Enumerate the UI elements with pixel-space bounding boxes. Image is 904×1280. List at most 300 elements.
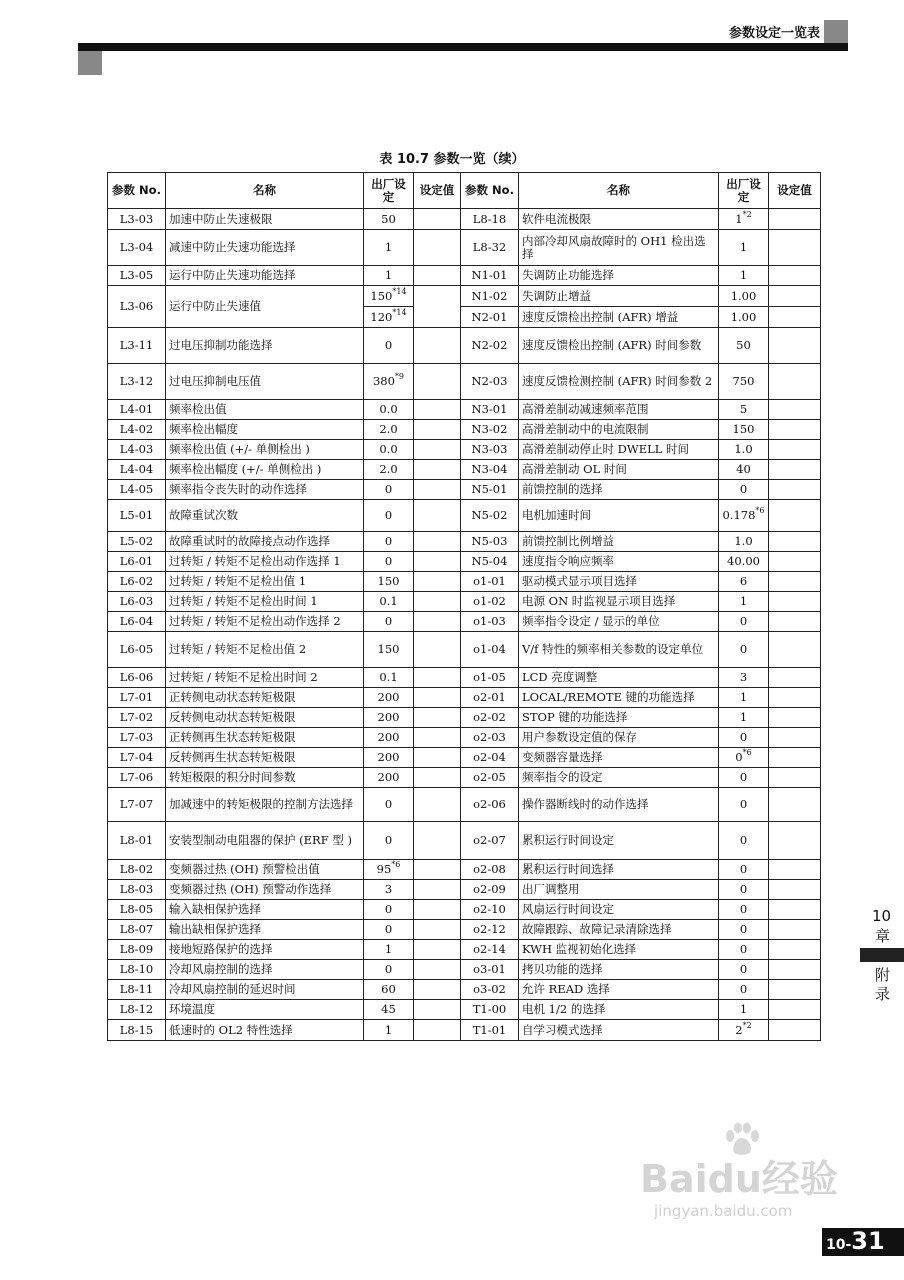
factory-value: 0	[739, 797, 748, 811]
factory-setting-cell	[364, 480, 414, 500]
table-row	[108, 592, 821, 612]
factory-setting-cell	[719, 552, 769, 572]
setting-value-cell	[769, 668, 821, 688]
setting-value-cell	[414, 420, 461, 440]
table-row	[108, 708, 821, 728]
param-name: LCD 亮度调整	[519, 668, 719, 688]
param-no: L5-01	[108, 500, 166, 532]
header-name-right: 名称	[519, 173, 719, 209]
factory-value: 1	[739, 1002, 748, 1016]
factory-value: 0	[739, 982, 748, 996]
factory-value: 0	[739, 482, 748, 496]
param-name: 过转矩 / 转矩不足检出时间 2	[166, 668, 364, 688]
factory-value: 0	[384, 922, 393, 936]
setting-value-cell	[769, 728, 821, 748]
factory-value: 0	[384, 962, 393, 976]
setting-value-cell	[769, 307, 821, 328]
footnote-mark: *14	[392, 307, 407, 317]
factory-setting-cell	[364, 532, 414, 552]
factory-value: 0	[739, 922, 748, 936]
param-name: 运行中防止失速功能选择	[166, 266, 364, 286]
table-row	[108, 900, 821, 920]
param-no: o1-04	[461, 632, 519, 668]
setting-value-cell	[414, 980, 461, 1000]
setting-value-cell	[414, 230, 461, 266]
setting-value-cell	[769, 572, 821, 592]
factory-value: 1	[739, 710, 748, 724]
param-no: L4-05	[108, 480, 166, 500]
factory-value: 200	[377, 690, 400, 704]
factory-setting-cell	[719, 480, 769, 500]
param-no: o2-07	[461, 822, 519, 860]
param-no: L8-10	[108, 960, 166, 980]
param-name: 高滑差制动中的电流限制	[519, 420, 719, 440]
header-no-left: 参数 No.	[108, 173, 166, 209]
factory-value: 0	[739, 730, 748, 744]
setting-value-cell	[769, 612, 821, 632]
factory-setting-cell	[364, 612, 414, 632]
setting-value-cell	[414, 612, 461, 632]
factory-value: 1.0	[734, 534, 753, 548]
factory-setting-cell	[364, 286, 414, 307]
param-name: 反转侧电动状态转矩极限	[166, 708, 364, 728]
param-name: 低速时的 OL2 特性选择	[166, 1020, 364, 1041]
table-row	[108, 880, 821, 900]
factory-setting-cell	[719, 209, 769, 230]
param-name: 过转矩 / 转矩不足检出值 2	[166, 632, 364, 668]
param-no: L8-01	[108, 822, 166, 860]
param-name: 驱动模式显示项目选择	[519, 572, 719, 592]
factory-value: 50	[381, 211, 396, 226]
setting-value-cell	[769, 960, 821, 980]
factory-setting-cell	[364, 748, 414, 768]
param-no: N3-02	[461, 420, 519, 440]
table-row	[108, 728, 821, 748]
factory-value: 0.178	[722, 508, 756, 522]
factory-value: 200	[377, 770, 400, 784]
setting-value-cell	[769, 480, 821, 500]
factory-setting-cell	[364, 328, 414, 364]
param-name: 速度反馈检测控制 (AFR) 时间参数 2	[519, 364, 719, 400]
setting-value-cell	[769, 230, 821, 266]
table-row	[108, 266, 821, 286]
setting-value-cell	[769, 940, 821, 960]
param-name: 过转矩 / 转矩不足检出动作选择 1	[166, 552, 364, 572]
table-row	[108, 668, 821, 688]
setting-value-cell	[769, 822, 821, 860]
factory-setting-cell	[719, 768, 769, 788]
param-name: KWH 监视初始化选择	[519, 940, 719, 960]
param-name: 过转矩 / 转矩不足检出动作选择 2	[166, 612, 364, 632]
param-name: 频率检出值	[166, 400, 364, 420]
factory-value: 60	[381, 982, 396, 996]
setting-value-cell	[414, 266, 461, 286]
param-no: N5-03	[461, 532, 519, 552]
param-no: L3-03	[108, 209, 166, 230]
param-no: N3-04	[461, 460, 519, 480]
param-name: 安装型制动电阻器的保护 (ERF 型 )	[166, 822, 364, 860]
factory-value: 1	[739, 594, 748, 608]
param-no: N2-01	[461, 307, 519, 328]
setting-value-cell	[414, 364, 461, 400]
factory-setting-cell	[364, 668, 414, 688]
param-name: 操作器断线时的动作选择	[519, 788, 719, 822]
param-no: o2-06	[461, 788, 519, 822]
factory-value: 3	[384, 882, 393, 896]
setting-value-cell	[769, 420, 821, 440]
factory-value: 0	[739, 942, 748, 956]
param-no: L6-03	[108, 592, 166, 612]
setting-value-cell	[769, 1020, 821, 1041]
param-name: 用户参数设定值的保存	[519, 728, 719, 748]
factory-setting-cell	[719, 307, 769, 328]
factory-setting-cell	[364, 900, 414, 920]
factory-setting-cell	[364, 940, 414, 960]
factory-value: 0	[384, 797, 393, 811]
factory-value: 0	[384, 554, 393, 568]
factory-setting-cell	[719, 632, 769, 668]
header-rule	[78, 43, 848, 51]
factory-value: 0	[384, 902, 393, 916]
table-row	[108, 500, 821, 532]
param-name: 转矩极限的积分时间参数	[166, 768, 364, 788]
setting-value-cell	[769, 920, 821, 940]
factory-setting-cell	[719, 286, 769, 307]
param-name: 变频器过热 (OH) 预警动作选择	[166, 880, 364, 900]
param-no: N3-03	[461, 440, 519, 460]
setting-value-cell	[414, 400, 461, 420]
chapter-number: 10	[872, 907, 892, 925]
page-prefix: 10-	[826, 1237, 852, 1253]
setting-value-cell	[414, 860, 461, 880]
factory-value: 0	[739, 902, 748, 916]
table-row	[108, 1020, 821, 1041]
setting-value-cell	[414, 900, 461, 920]
factory-setting-cell	[364, 266, 414, 286]
factory-setting-cell	[719, 980, 769, 1000]
param-no: N2-03	[461, 364, 519, 400]
factory-setting-cell	[719, 860, 769, 880]
param-name: 冷却风扇控制的延迟时间	[166, 980, 364, 1000]
setting-value-cell	[769, 209, 821, 230]
factory-value: 40	[736, 462, 751, 476]
factory-value: 1	[739, 240, 748, 254]
footnote-mark: *6	[755, 506, 765, 515]
factory-setting-cell	[364, 960, 414, 980]
factory-setting-cell	[719, 708, 769, 728]
param-name: 失调防止功能选择	[519, 266, 719, 286]
param-no: N5-02	[461, 500, 519, 532]
param-name: 正转侧电动状态转矩极限	[166, 688, 364, 708]
param-no: L8-32	[461, 230, 519, 266]
param-name: 允许 READ 选择	[519, 980, 719, 1000]
param-name: 过转矩 / 转矩不足检出值 1	[166, 572, 364, 592]
param-no: o1-05	[461, 668, 519, 688]
setting-value-cell	[769, 900, 821, 920]
param-no: L5-02	[108, 532, 166, 552]
factory-setting-cell	[364, 768, 414, 788]
factory-value: 1	[739, 690, 748, 704]
param-name: 减速中防止失速功能选择	[166, 230, 364, 266]
header-setting-left: 设定值	[414, 173, 461, 209]
factory-setting-cell	[719, 920, 769, 940]
param-no: T1-00	[461, 1000, 519, 1020]
footnote-mark: *14	[392, 286, 407, 296]
param-no: L8-12	[108, 1000, 166, 1020]
table-row	[108, 980, 821, 1000]
setting-value-cell	[769, 980, 821, 1000]
param-name: 高滑差制动停止时 DWELL 时间	[519, 440, 719, 460]
setting-value-cell	[769, 400, 821, 420]
param-name: 变频器容量选择	[519, 748, 719, 768]
table-row	[108, 532, 821, 552]
factory-value: 0	[739, 882, 748, 896]
param-no: L7-03	[108, 728, 166, 748]
factory-setting-cell	[719, 1000, 769, 1020]
param-no: o1-01	[461, 572, 519, 592]
table-row	[108, 688, 821, 708]
factory-value: 0	[739, 962, 748, 976]
watermark-brand: Baidu经验	[640, 1157, 838, 1201]
param-name: 前馈控制比例增益	[519, 532, 719, 552]
table-row	[108, 768, 821, 788]
setting-value-cell	[414, 768, 461, 788]
factory-setting-cell	[364, 860, 414, 880]
param-no: N1-01	[461, 266, 519, 286]
factory-setting-cell	[719, 612, 769, 632]
setting-value-cell	[414, 1000, 461, 1020]
param-name: 加减速中的转矩极限的控制方法选择	[166, 788, 364, 822]
factory-setting-cell	[719, 532, 769, 552]
param-name: 电机加速时间	[519, 500, 719, 532]
param-name: 频率指令的设定	[519, 768, 719, 788]
table-row	[108, 420, 821, 440]
setting-value-cell	[769, 708, 821, 728]
param-no: L8-15	[108, 1020, 166, 1041]
param-name: 过电压抑制功能选择	[166, 328, 364, 364]
factory-value: 2.0	[379, 462, 398, 476]
factory-setting-cell	[719, 728, 769, 748]
param-name: 故障重试次数	[166, 500, 364, 532]
param-no: o2-10	[461, 900, 519, 920]
setting-value-cell	[414, 1020, 461, 1041]
factory-value: 0.0	[379, 402, 398, 416]
factory-value: 0	[739, 614, 748, 628]
param-name: 正转侧再生状态转矩极限	[166, 728, 364, 748]
factory-setting-cell	[364, 420, 414, 440]
factory-setting-cell	[364, 552, 414, 572]
param-name: 前馈控制的选择	[519, 480, 719, 500]
param-no: T1-01	[461, 1020, 519, 1041]
setting-value-cell	[414, 708, 461, 728]
factory-value: 380	[372, 374, 395, 388]
factory-setting-cell	[719, 364, 769, 400]
factory-value: 50	[736, 338, 751, 352]
param-name: 电机 1/2 的选择	[519, 1000, 719, 1020]
param-name: 失调防止增益	[519, 286, 719, 307]
factory-setting-cell	[719, 328, 769, 364]
factory-value: 45	[381, 1002, 396, 1016]
param-no: o2-08	[461, 860, 519, 880]
factory-setting-cell	[719, 822, 769, 860]
param-name: 累积运行时间设定	[519, 822, 719, 860]
factory-setting-cell	[719, 400, 769, 420]
factory-setting-cell	[364, 688, 414, 708]
setting-value-cell	[414, 460, 461, 480]
parameter-table	[107, 172, 821, 1041]
param-no: L8-05	[108, 900, 166, 920]
factory-setting-cell	[719, 230, 769, 266]
factory-value: 0	[735, 750, 743, 764]
header-name-left: 名称	[166, 173, 364, 209]
param-name: 环境温度	[166, 1000, 364, 1020]
factory-setting-cell	[364, 572, 414, 592]
param-name: 累积运行时间选择	[519, 860, 719, 880]
header-factory-right: 出厂设定	[719, 173, 769, 209]
table-row	[108, 748, 821, 768]
param-no: o2-03	[461, 728, 519, 748]
param-name: 过电压抑制电压值	[166, 364, 364, 400]
table-caption: 表 10.7 参数一览（续）	[379, 152, 525, 167]
param-name: 变频器过热 (OH) 预警检出值	[166, 860, 364, 880]
table-row	[108, 364, 821, 400]
factory-setting-cell	[719, 788, 769, 822]
param-no: L4-03	[108, 440, 166, 460]
table-row	[108, 1000, 821, 1020]
factory-value: 0.1	[379, 670, 398, 684]
param-no: L7-02	[108, 708, 166, 728]
factory-value: 6	[739, 574, 748, 588]
param-no: o1-02	[461, 592, 519, 612]
table-row	[108, 230, 821, 266]
table-row	[108, 920, 821, 940]
setting-value-cell	[414, 532, 461, 552]
param-name: 故障跟踪、故障记录清除选择	[519, 920, 719, 940]
param-no: L7-01	[108, 688, 166, 708]
factory-value: 0	[384, 338, 393, 352]
param-no: L3-05	[108, 266, 166, 286]
factory-value: 1	[384, 240, 393, 254]
factory-value: 1	[384, 268, 393, 282]
setting-value-cell	[414, 748, 461, 768]
setting-value-cell	[769, 592, 821, 612]
factory-setting-cell	[364, 1000, 414, 1020]
factory-setting-cell	[364, 1020, 414, 1041]
factory-setting-cell	[364, 460, 414, 480]
factory-value: 200	[377, 750, 400, 764]
setting-value-cell	[769, 286, 821, 307]
param-no: N3-01	[461, 400, 519, 420]
param-name: 故障重试时的故障接点动作选择	[166, 532, 364, 552]
param-no: L7-06	[108, 768, 166, 788]
param-no: o2-12	[461, 920, 519, 940]
table-row	[108, 480, 821, 500]
setting-value-cell	[769, 460, 821, 480]
param-no: L8-09	[108, 940, 166, 960]
header-title: 参数设定一览表	[728, 26, 820, 41]
footnote-mark: *9	[394, 372, 405, 381]
factory-value: 0	[384, 508, 393, 522]
footnote-mark: *6	[742, 748, 752, 757]
header-no-right: 参数 No.	[461, 173, 519, 209]
footnote-mark: *2	[742, 209, 752, 219]
param-name: 风扇运行时间设定	[519, 900, 719, 920]
factory-setting-cell	[364, 364, 414, 400]
param-no: L8-07	[108, 920, 166, 940]
factory-value: 1	[384, 1022, 393, 1037]
setting-value-cell	[414, 500, 461, 532]
table-row	[108, 286, 821, 307]
factory-setting-cell	[364, 440, 414, 460]
param-no: L3-12	[108, 364, 166, 400]
factory-setting-cell	[719, 748, 769, 768]
param-no: L6-02	[108, 572, 166, 592]
table-row	[108, 960, 821, 980]
factory-value: 2	[735, 1022, 743, 1037]
setting-value-cell	[414, 572, 461, 592]
param-no: o1-03	[461, 612, 519, 632]
param-no: o2-14	[461, 940, 519, 960]
factory-value: 0	[739, 862, 748, 876]
param-no: o2-05	[461, 768, 519, 788]
param-name: 高滑差制动减速频率范围	[519, 400, 719, 420]
param-no: L6-01	[108, 552, 166, 572]
chapter-label: 章	[875, 927, 891, 945]
factory-value: 0	[739, 833, 748, 847]
param-name: 拷贝功能的选择	[519, 960, 719, 980]
setting-value-cell	[414, 880, 461, 900]
setting-value-cell	[769, 500, 821, 532]
factory-value: 200	[377, 710, 400, 724]
param-name: 频率指令设定 / 显示的单位	[519, 612, 719, 632]
param-no: L3-11	[108, 328, 166, 364]
param-no: N1-02	[461, 286, 519, 307]
setting-value-cell	[414, 286, 461, 328]
factory-setting-cell	[364, 822, 414, 860]
factory-setting-cell	[364, 920, 414, 940]
table-row	[108, 440, 821, 460]
factory-value: 5	[739, 402, 748, 416]
factory-value: 0	[739, 642, 748, 656]
table-row	[108, 209, 821, 230]
factory-setting-cell	[364, 788, 414, 822]
factory-value: 3	[739, 670, 748, 684]
param-no: L3-06	[108, 286, 166, 328]
setting-value-cell	[414, 592, 461, 612]
setting-value-cell	[414, 960, 461, 980]
factory-setting-cell	[719, 1020, 769, 1041]
factory-setting-cell	[719, 440, 769, 460]
param-name: 频率指令丧失时的动作选择	[166, 480, 364, 500]
param-no: L6-05	[108, 632, 166, 668]
table-row	[108, 400, 821, 420]
param-name: 速度反馈检出控制 (AFR) 时间参数	[519, 328, 719, 364]
param-name: 输出缺相保护选择	[166, 920, 364, 940]
factory-value: 0.1	[379, 594, 398, 608]
factory-setting-cell	[364, 632, 414, 668]
param-name: 冷却风扇控制的选择	[166, 960, 364, 980]
factory-setting-cell	[719, 960, 769, 980]
factory-value: 0.0	[379, 442, 398, 456]
param-no: o2-01	[461, 688, 519, 708]
setting-value-cell	[769, 788, 821, 822]
setting-value-cell	[414, 668, 461, 688]
table-row	[108, 632, 821, 668]
table-row	[108, 460, 821, 480]
factory-value: 750	[732, 374, 755, 388]
setting-value-cell	[769, 328, 821, 364]
param-no: N2-02	[461, 328, 519, 364]
